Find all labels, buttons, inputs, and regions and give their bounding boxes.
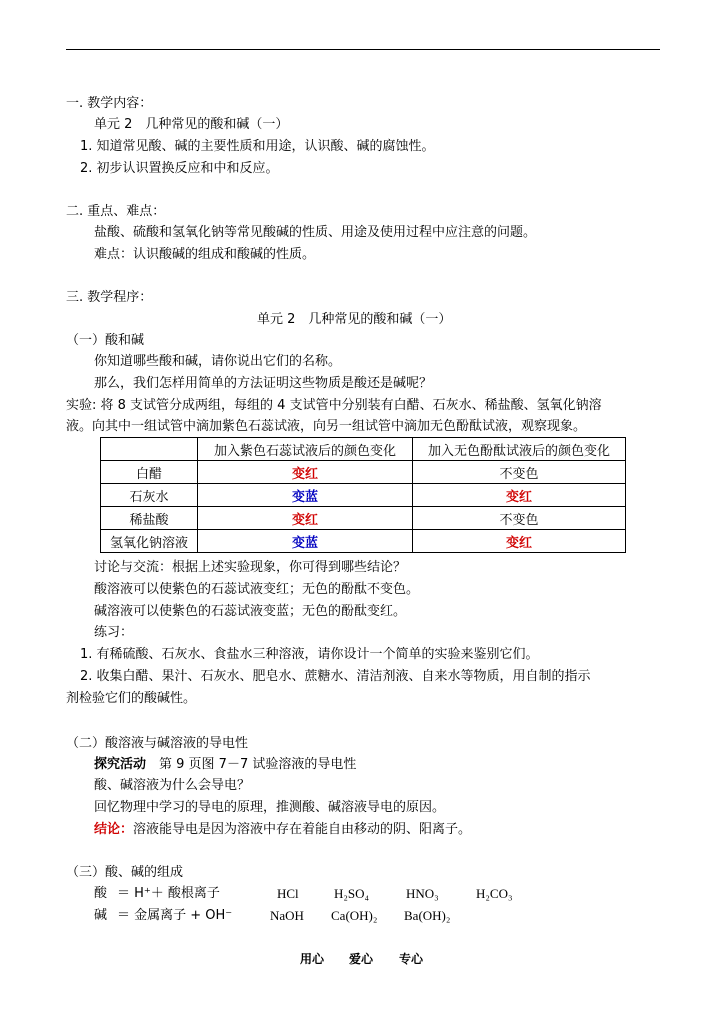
part1-question2: 那么，我们怎样用简单的方法证明这些物质是酸还是碱呢？ (94, 376, 433, 391)
conclusion-label: 结论： (94, 822, 134, 837)
discussion-prompt: 讨论与交流：根据上述实验现象，你可得到哪些结论？ (94, 560, 407, 575)
phenolphthalein-result: 不变色 (413, 461, 626, 484)
section2-line1: 盐酸、硫酸和氢氧化钠等常见酸碱的性质、用途及使用过程中应注意的问题。 (94, 225, 537, 240)
section1-item1: 1. 知道常见酸、碱的主要性质和用途，认识酸、碱的腐蚀性。 (80, 139, 435, 154)
header-rule (66, 49, 660, 50)
phenolphthalein-result: 不变色 (413, 507, 626, 530)
experiment-line1: 实验: 将 8 支试管分成两组，每组的 4 支试管中分别装有白醋、石灰水、稀盐酸、氢氧化钠溶 (66, 398, 602, 413)
conductivity-question: 酸、碱溶液为什么会导电？ (94, 778, 251, 793)
phenolphthalein-result: 变红 (413, 484, 626, 507)
base-example-naoh: NaOH (270, 908, 304, 923)
base-example-caoh2: Ca(OH)₂ (331, 908, 378, 923)
table-header-row (101, 438, 626, 461)
acid-formula: ＝ H⁺＋ 酸根离子 (117, 886, 220, 901)
practice-item2-cont: 剂检验它们的酸碱性。 (66, 691, 197, 706)
litmus-result: 变蓝 (198, 484, 413, 507)
table-header-cell (101, 438, 198, 461)
section1-unit: 单元 2 几种常见的酸和碱（一） (94, 117, 289, 132)
substance-name: 白醋 (101, 461, 198, 484)
section3-center-title: 单元 2 几种常见的酸和碱（一） (257, 312, 452, 327)
table-header-cell: 加入无色酚酞试液后的颜色变化 (413, 438, 626, 461)
practice-item1: 1. 有稀硫酸、石灰水、食盐水三种溶液，请你设计一个简单的实验来鉴别它们。 (80, 647, 539, 662)
litmus-result: 变红 (198, 507, 413, 530)
base-example-baoh2: Ba(OH)₂ (404, 908, 451, 923)
part3-title: （三）酸、碱的组成 (66, 865, 184, 880)
table-row (101, 461, 626, 484)
experiment-line2: 液。向其中一组试管中滴加紫色石蕊试液，向另一组试管中滴加无色酚酞试液，观察现象。 (66, 419, 587, 434)
section2-line2: 难点：认识酸碱的组成和酸碱的性质。 (94, 247, 316, 262)
section2-heading: 二. 重点、难点： (66, 204, 166, 219)
activity-label: 探究活动 (94, 757, 147, 772)
acid-conclusion: 酸溶液可以使紫色的石蕊试液变红；无色的酚酞不变色。 (94, 582, 420, 597)
footer-word-3: 专心 (399, 952, 424, 966)
litmus-result: 变红 (198, 461, 413, 484)
indicator-table (100, 437, 626, 553)
acid-example-h2co3: H₂CO₃ (476, 886, 513, 901)
activity-text: 第 9 页图 7－7 试验溶液的导电性 (146, 757, 357, 772)
part1-title: （一）酸和碱 (66, 333, 145, 348)
table-row (101, 507, 626, 530)
acid-label: 酸 (94, 886, 108, 901)
base-formula: ＝ 金属离子 + OH⁻ (117, 908, 233, 923)
conclusion-text: 溶液能导电是因为溶液中存在着能自由移动的阴、阳离子。 (133, 822, 472, 837)
conclusion-line (94, 821, 471, 839)
part2-title: （二）酸溶液与碱溶液的导电性 (66, 736, 249, 751)
practice-label: 练习： (94, 625, 134, 640)
table-row (101, 530, 626, 553)
footer-word-2: 爱心 (349, 952, 374, 966)
base-label: 碱 (94, 908, 108, 923)
substance-name: 石灰水 (101, 484, 198, 507)
base-conclusion: 碱溶液可以使紫色的石蕊试液变蓝；无色的酚酞变红。 (94, 604, 407, 619)
phenolphthalein-result: 变红 (413, 530, 626, 553)
litmus-result: 变蓝 (198, 530, 413, 553)
section1-item2: 2. 初步认识置换反应和中和反应。 (80, 161, 279, 176)
part1-question1: 你知道哪些酸和碱，请你说出它们的名称。 (94, 354, 342, 369)
section3-heading: 三. 教学程序： (66, 290, 153, 305)
footer-word-1: 用心 (300, 952, 325, 966)
acid-example-hcl: HCl (277, 886, 299, 901)
practice-item2: 2. 收集白醋、果汁、石灰水、肥皂水、蔗糖水、清洁剂液、自来水等物质，用自制的指示 (80, 669, 591, 684)
table-header-cell: 加入紫色石蕊试液后的颜色变化 (198, 438, 413, 461)
recall-line: 回忆物理中学习的导电的原理，推测酸、碱溶液导电的原因。 (94, 800, 446, 815)
substance-name: 稀盐酸 (101, 507, 198, 530)
section1-heading: 一. 教学内容： (66, 96, 153, 111)
substance-name: 氢氧化钠溶液 (101, 530, 198, 553)
acid-example-hno3: HNO₃ (406, 886, 439, 901)
acid-example-h2so4: H₂SO₄ (334, 886, 370, 901)
table-row (101, 484, 626, 507)
activity-line (94, 756, 356, 774)
